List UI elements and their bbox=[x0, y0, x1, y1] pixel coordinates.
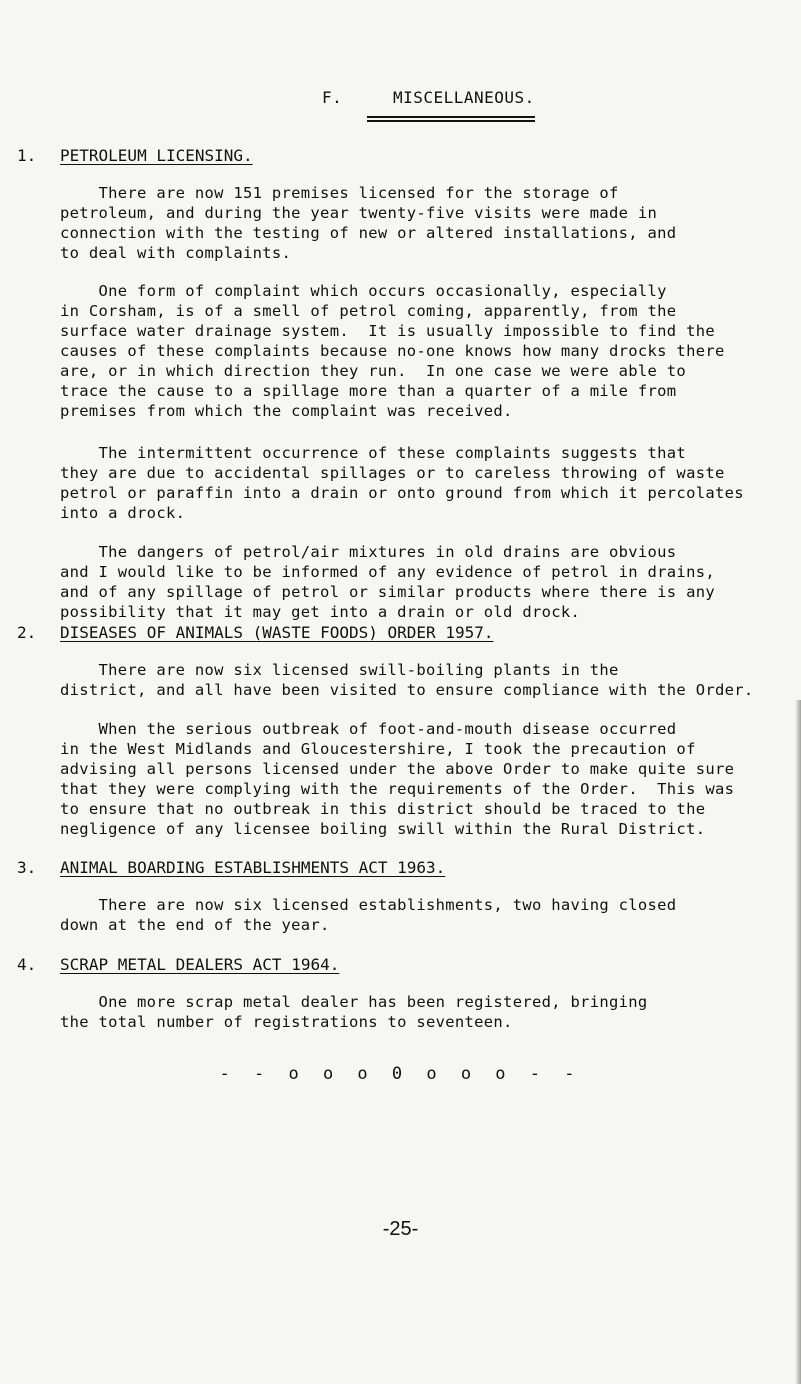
section-2-heading: DISEASES OF ANIMALS (WASTE FOODS) ORDER 1957. bbox=[60, 623, 494, 642]
section-1-paragraph-3: The intermittent occurrence of these complaints suggests that they are due to accidental spillages or to careless throwing of waste petrol or paraffin into a drain or onto ground from which it percolates into a drock. bbox=[60, 444, 744, 522]
section-1-number: 1. bbox=[17, 146, 37, 165]
section-3-number: 3. bbox=[17, 858, 37, 877]
section-3-heading: ANIMAL BOARDING ESTABLISHMENTS ACT 1963. bbox=[60, 858, 446, 877]
title-underline bbox=[367, 116, 535, 118]
section-1-heading: PETROLEUM LICENSING. bbox=[60, 146, 253, 165]
section-4-number: 4. bbox=[17, 955, 37, 974]
title-text: MISCELLANEOUS. bbox=[392, 88, 535, 107]
section-1-paragraph-4: The dangers of petrol/air mixtures in old drains are obvious and I would like to be informed of any evidence of petrol in drains, and of any spillage of petrol or similar products where there is any possibility that it may get into a drain or old drock. bbox=[60, 543, 715, 621]
section-divider: - - o o o 0 o o o - - bbox=[219, 1064, 582, 1084]
section-1-paragraph-1: There are now 151 premises licensed for the storage of petroleum, and during the year twenty-five visits were made in connection with the testing of new or altered installations, and to deal with complaints. bbox=[60, 184, 677, 262]
section-2-paragraph-1: There are now six licensed swill-boiling plants in the district, and all have been visited to ensure compliance with the Order. bbox=[60, 661, 754, 699]
section-4-paragraph-1: One more scrap metal dealer has been registered, bringing the total number of registrations to seventeen. bbox=[60, 993, 648, 1031]
section-2-number: 2. bbox=[17, 623, 37, 642]
title-double-underline bbox=[367, 120, 535, 122]
section-3-paragraph-1: There are now six licensed establishments, two having closed down at the end of the year. bbox=[60, 896, 677, 934]
section-1-paragraph-2: One form of complaint which occurs occasionally, especially in Corsham, is of a smell of petrol coming, apparently, from the surface water drainage system. It is usually impossible to find the causes of these complaints because no-one knows how many drocks there are, or in which direction they run. In one case we were able to trace the cause to a spillage more than a quarter of a mile from premises from which the complaint was received. bbox=[60, 282, 725, 420]
section-4-heading: SCRAP METAL DEALERS ACT 1964. bbox=[60, 955, 340, 974]
section-2-paragraph-2: When the serious outbreak of foot-and-mouth disease occurred in the West Midlands and Gloucestershire, I took the precaution of advising all persons licensed under the above Order to make quite sure that they were complying with the requirements of the Order. This was to ensure that no outbreak in this district should be traced to the negligence of any licensee boiling swill within the Rural District. bbox=[60, 720, 735, 838]
page-edge-shadow bbox=[795, 700, 801, 1384]
page-number: -25- bbox=[382, 1218, 419, 1240]
page-title bbox=[322, 88, 535, 107]
title-prefix: F. bbox=[322, 88, 343, 107]
